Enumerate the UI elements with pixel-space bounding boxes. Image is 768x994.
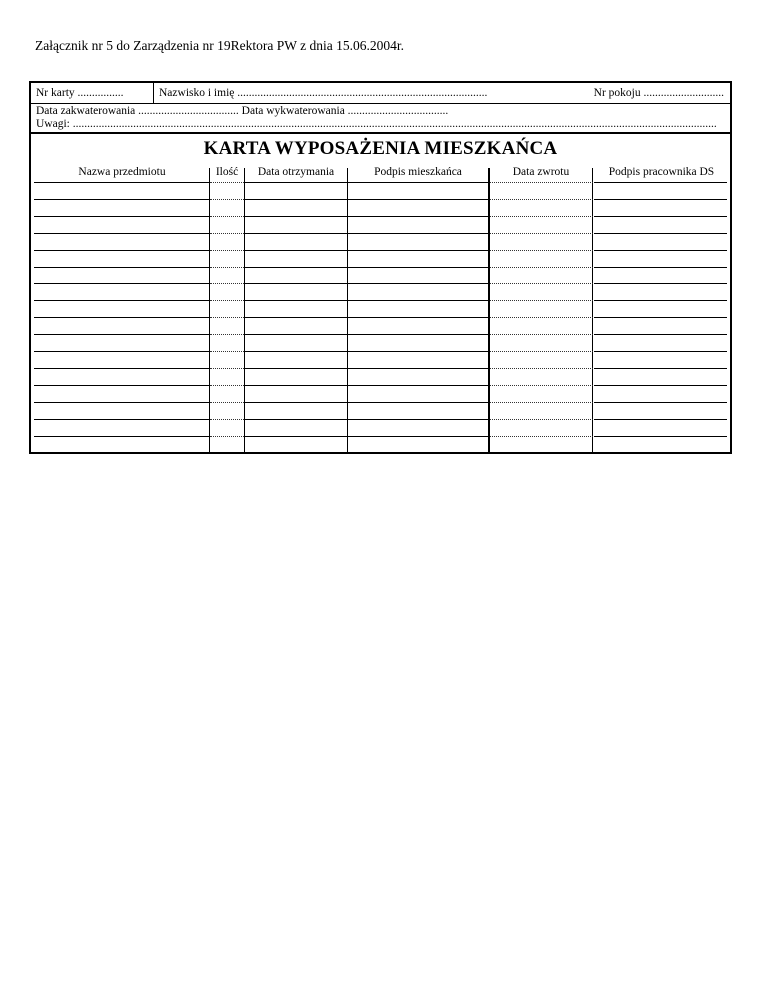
card-number-field[interactable]: Nr karty ................	[36, 87, 124, 99]
row-rule	[245, 283, 347, 284]
room-number-field[interactable]: Nr pokoju ............................	[593, 87, 724, 99]
row-rule	[210, 182, 244, 184]
row-rule	[348, 300, 488, 301]
row-rule	[245, 199, 347, 200]
row-rule	[34, 182, 209, 183]
row-rule	[594, 385, 727, 386]
row-rule	[210, 402, 244, 404]
row-rule	[490, 199, 593, 201]
column-divider	[209, 168, 210, 454]
row-rule	[210, 283, 244, 285]
row-rule	[594, 199, 727, 200]
table-row	[34, 216, 727, 217]
row-rule	[490, 267, 593, 269]
row-rule	[245, 368, 347, 369]
row-rule	[210, 199, 244, 201]
row-rule	[348, 402, 488, 403]
row-rule	[348, 233, 488, 234]
row-rule	[210, 300, 244, 302]
table-row	[34, 368, 727, 369]
row-rule	[245, 267, 347, 268]
row-rule	[490, 334, 593, 336]
row-rule	[594, 317, 727, 318]
row-rule	[34, 233, 209, 234]
column-divider	[488, 168, 490, 454]
column-header-return-date: Data zwrotu	[512, 166, 570, 178]
column-divider	[592, 168, 593, 454]
row-rule	[348, 182, 488, 183]
row-rule	[348, 250, 488, 251]
row-rule	[245, 334, 347, 335]
row-rule	[348, 267, 488, 268]
row-rule	[210, 351, 244, 353]
column-header-resident-signature: Podpis mieszkańca	[374, 166, 462, 178]
column-divider	[347, 168, 348, 454]
row-rule	[245, 300, 347, 301]
remarks-field[interactable]: Uwagi: ................................................................................................................................................................................................................................	[36, 118, 717, 130]
row-rule	[490, 182, 593, 184]
row-rule	[34, 267, 209, 268]
table-row	[34, 199, 727, 200]
row-rule	[245, 419, 347, 420]
row-rule	[348, 436, 488, 437]
row-rule	[490, 436, 593, 438]
row-rule	[348, 199, 488, 200]
row-rule	[34, 402, 209, 403]
column-divider	[244, 168, 245, 454]
row-rule	[594, 334, 727, 335]
column-header-quantity: Ilość	[215, 166, 239, 178]
row-rule	[490, 250, 593, 252]
row-rule	[490, 351, 593, 353]
row-rule	[245, 317, 347, 318]
row-rule	[348, 368, 488, 369]
row-rule	[348, 419, 488, 420]
row-rule	[34, 419, 209, 420]
row-rule	[210, 317, 244, 319]
row-rule	[490, 368, 593, 370]
row-rule	[34, 300, 209, 301]
table-row	[34, 267, 727, 268]
row-rule	[594, 267, 727, 268]
row-rule	[210, 436, 244, 438]
table-row	[34, 300, 727, 301]
row-rule	[245, 233, 347, 234]
row-rule	[594, 436, 727, 437]
row-rule	[348, 385, 488, 386]
row-rule	[490, 233, 593, 235]
row-rule	[245, 216, 347, 217]
row-rule	[245, 436, 347, 437]
row-rule	[210, 385, 244, 387]
card-number-separator	[153, 83, 154, 103]
row-rule	[348, 216, 488, 217]
equipment-card-form	[29, 81, 732, 454]
table-row	[34, 436, 727, 437]
row-rule	[245, 351, 347, 352]
row-rule	[594, 300, 727, 301]
row-rule	[594, 182, 727, 183]
table-row	[34, 233, 727, 234]
row-rule	[490, 419, 593, 421]
row-rule	[594, 250, 727, 251]
row-rule	[210, 233, 244, 235]
row-rule	[594, 216, 727, 217]
row-rule	[34, 436, 209, 437]
table-row	[34, 385, 727, 386]
header-line-1	[31, 83, 730, 104]
row-rule	[348, 283, 488, 284]
attachment-note: Załącznik nr 5 do Zarządzenia nr 19Rektora PW z dnia 15.06.2004r.	[35, 38, 405, 53]
row-rule	[34, 283, 209, 284]
row-rule	[245, 250, 347, 251]
row-rule	[34, 368, 209, 369]
table-row	[34, 317, 727, 318]
row-rule	[34, 199, 209, 200]
row-rule	[210, 334, 244, 336]
row-rule	[34, 385, 209, 386]
row-rule	[594, 419, 727, 420]
row-rule	[34, 216, 209, 217]
row-rule	[210, 419, 244, 421]
row-rule	[34, 334, 209, 335]
row-rule	[245, 402, 347, 403]
row-rule	[210, 368, 244, 370]
table-row	[34, 419, 727, 420]
row-rule	[245, 182, 347, 183]
row-rule	[210, 216, 244, 218]
table-row	[34, 283, 727, 284]
row-rule	[594, 283, 727, 284]
column-header-staff-signature: Podpis pracownika DS	[608, 166, 715, 178]
row-rule	[594, 368, 727, 369]
title-divider	[31, 132, 730, 134]
name-field[interactable]: Nazwisko i imię .......................................................................................	[159, 87, 488, 99]
row-rule	[348, 317, 488, 318]
table-row	[34, 334, 727, 335]
column-header-item-name: Nazwa przedmiotu	[78, 166, 166, 178]
row-rule	[34, 351, 209, 352]
row-rule	[490, 300, 593, 302]
row-rule	[34, 317, 209, 318]
row-rule	[348, 334, 488, 335]
row-rule	[490, 317, 593, 319]
table-row	[34, 182, 727, 183]
row-rule	[490, 216, 593, 218]
checkin-checkout-field[interactable]: Data zakwaterowania ................................... Data wykwaterowania ...................................	[36, 105, 449, 117]
table-row	[34, 402, 727, 403]
row-rule	[594, 233, 727, 234]
table-row	[34, 250, 727, 251]
row-rule	[245, 385, 347, 386]
row-rule	[34, 250, 209, 251]
row-rule	[210, 267, 244, 269]
row-rule	[210, 250, 244, 252]
row-rule	[594, 351, 727, 352]
row-rule	[348, 351, 488, 352]
column-header-received-date: Data otrzymania	[257, 166, 335, 178]
form-title: KARTA WYPOSAŻENIA MIESZKAŃCA	[203, 138, 558, 159]
table-row	[34, 351, 727, 352]
row-rule	[490, 283, 593, 285]
row-rule	[490, 385, 593, 387]
row-rule	[490, 402, 593, 404]
row-rule	[594, 402, 727, 403]
